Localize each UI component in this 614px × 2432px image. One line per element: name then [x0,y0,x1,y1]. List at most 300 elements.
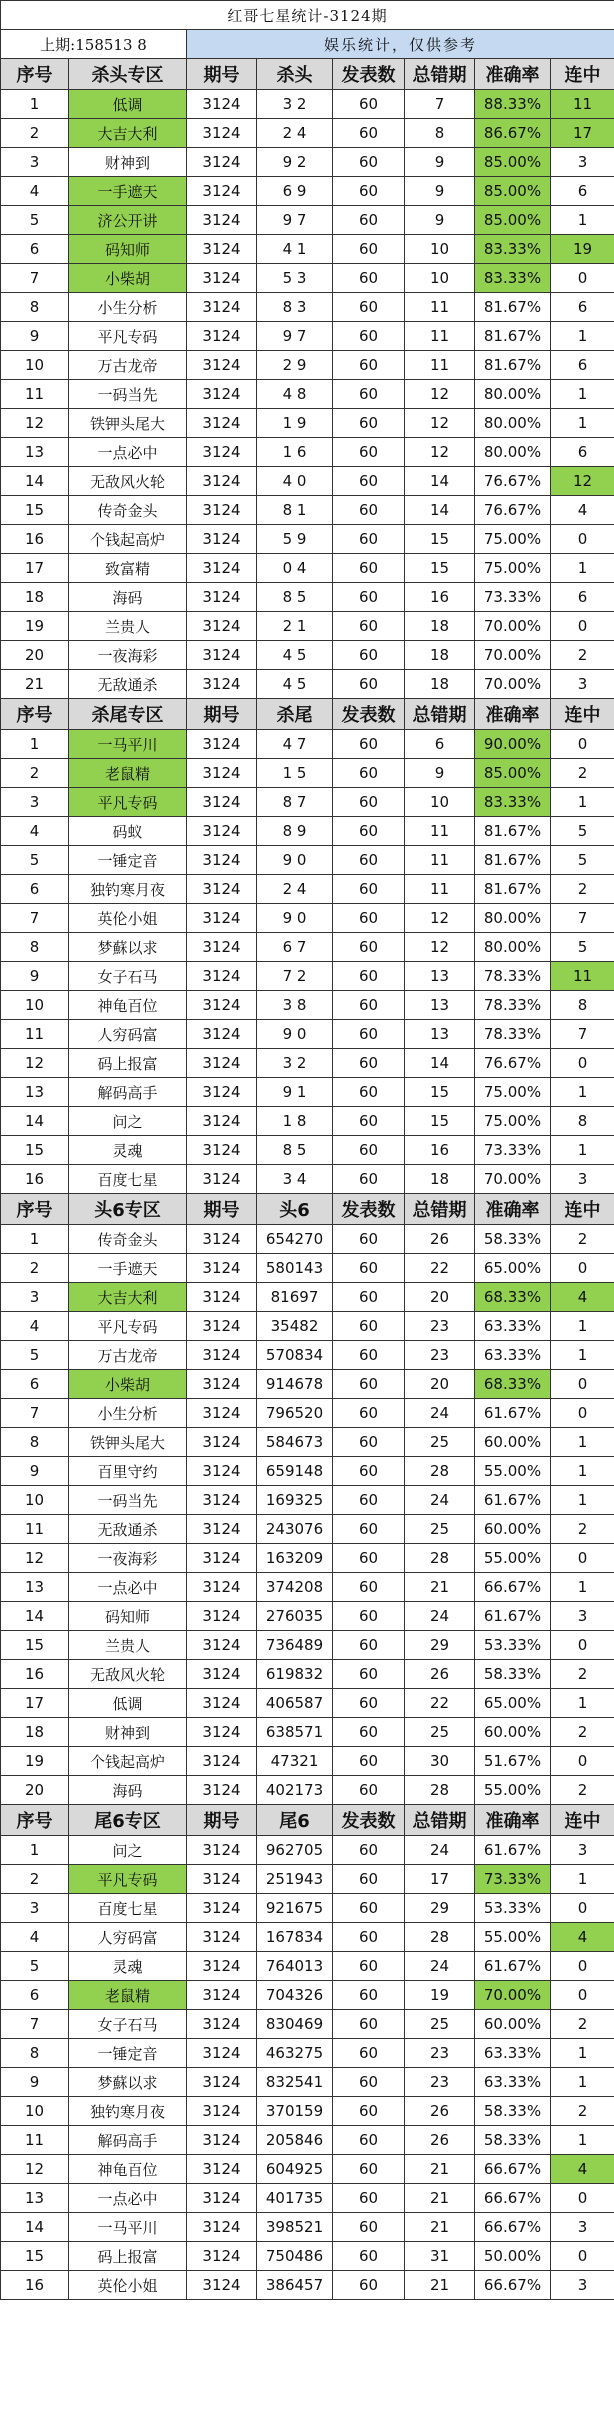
win-streak: 1 [551,322,614,351]
expert-name: 个钱起高炉 [69,1747,187,1776]
expert-name: 灵魂 [69,1952,187,1981]
error-count: 23 [405,1312,475,1341]
period-number: 3124 [187,438,257,467]
pick-value: 1 6 [257,438,333,467]
row-number: 12 [1,2155,69,2184]
table-row [1,496,614,525]
expert-name: 兰贵人 [69,1631,187,1660]
pick-value: 8 5 [257,583,333,612]
column-header-pick-value: 头6 [257,1194,333,1225]
win-streak: 2 [551,2010,614,2039]
pick-value: 1 9 [257,409,333,438]
accuracy-rate: 58.33% [475,1225,551,1254]
post-count: 60 [333,1689,405,1718]
pick-value: 8 7 [257,788,333,817]
error-count: 19 [405,1981,475,2010]
error-count: 10 [405,264,475,293]
post-count: 60 [333,235,405,264]
table-row [1,2039,614,2068]
win-streak: 0 [551,2184,614,2213]
expert-name: 老鼠精 [69,759,187,788]
accuracy-rate: 81.67% [475,351,551,380]
win-streak: 6 [551,351,614,380]
period-number: 3124 [187,1486,257,1515]
table-row [1,1341,614,1370]
period-number: 3124 [187,264,257,293]
row-number: 13 [1,1573,69,1602]
pick-value: 830469 [257,2010,333,2039]
error-count: 23 [405,2039,475,2068]
column-header-row-number: 序号 [1,699,69,730]
win-streak: 0 [551,1952,614,1981]
period-number: 3124 [187,293,257,322]
accuracy-rate: 83.33% [475,235,551,264]
table-row [1,2010,614,2039]
row-number: 5 [1,1952,69,1981]
accuracy-rate: 51.67% [475,1747,551,1776]
win-streak: 7 [551,904,614,933]
accuracy-rate: 63.33% [475,2039,551,2068]
post-count: 60 [333,1544,405,1573]
post-count: 60 [333,1515,405,1544]
expert-name: 平凡专码 [69,322,187,351]
expert-name: 铁钾头尾大 [69,1428,187,1457]
win-streak: 1 [551,788,614,817]
expert-name: 一手遮天 [69,177,187,206]
expert-name: 小柴胡 [69,1370,187,1399]
expert-name: 平凡专码 [69,1865,187,1894]
pick-value: 9 0 [257,904,333,933]
table-row [1,1136,614,1165]
post-count: 60 [333,1370,405,1399]
period-number: 3124 [187,1341,257,1370]
pick-value: 832541 [257,2068,333,2097]
post-count: 60 [333,2126,405,2155]
row-number: 11 [1,1515,69,1544]
column-header-accuracy-rate: 准确率 [475,699,551,730]
row-number: 9 [1,962,69,991]
error-count: 24 [405,1399,475,1428]
row-number: 1 [1,1836,69,1865]
post-count: 60 [333,1457,405,1486]
accuracy-rate: 70.00% [475,670,551,699]
period-number: 3124 [187,1515,257,1544]
section-header-kill-tail [1,699,614,730]
table-row [1,991,614,1020]
pick-value: 5 9 [257,525,333,554]
error-count: 14 [405,1049,475,1078]
row-number: 16 [1,1165,69,1194]
accuracy-rate: 75.00% [475,1107,551,1136]
expert-name: 万古龙帝 [69,351,187,380]
expert-name: 一点必中 [69,438,187,467]
table-row [1,962,614,991]
pick-value: 370159 [257,2097,333,2126]
period-number: 3124 [187,1631,257,1660]
section-header-tail6 [1,1805,614,1836]
expert-name: 问之 [69,1836,187,1865]
post-count: 60 [333,1981,405,2010]
table-row [1,1865,614,1894]
post-count: 60 [333,467,405,496]
period-number: 3124 [187,846,257,875]
accuracy-rate: 78.33% [475,962,551,991]
table-row [1,730,614,759]
disclaimer-banner: 娱乐统计，仅供参考 [187,30,614,59]
win-streak: 4 [551,1283,614,1312]
error-count: 13 [405,991,475,1020]
accuracy-rate: 80.00% [475,904,551,933]
expert-name: 独钓寒月夜 [69,875,187,904]
win-streak: 2 [551,641,614,670]
error-count: 15 [405,525,475,554]
column-header-row-number: 序号 [1,1194,69,1225]
pick-value: 750486 [257,2242,333,2271]
column-header-error-count: 总错期 [405,1805,475,1836]
win-streak: 3 [551,1836,614,1865]
pick-value: 619832 [257,1660,333,1689]
period-number: 3124 [187,1049,257,1078]
post-count: 60 [333,1836,405,1865]
row-number: 5 [1,1341,69,1370]
row-number: 11 [1,380,69,409]
post-count: 60 [333,2184,405,2213]
post-count: 60 [333,1254,405,1283]
accuracy-rate: 80.00% [475,409,551,438]
error-count: 21 [405,1573,475,1602]
error-count: 18 [405,641,475,670]
accuracy-rate: 70.00% [475,641,551,670]
period-number: 3124 [187,1894,257,1923]
table-row [1,1894,614,1923]
period-number: 3124 [187,2010,257,2039]
post-count: 60 [333,177,405,206]
pick-value: 398521 [257,2213,333,2242]
post-count: 60 [333,2068,405,2097]
period-number: 3124 [187,875,257,904]
accuracy-rate: 61.67% [475,1836,551,1865]
error-count: 24 [405,1836,475,1865]
table-row [1,1952,614,1981]
row-number: 12 [1,1049,69,1078]
pick-value: 4 7 [257,730,333,759]
expert-name: 梦蘇以求 [69,2068,187,2097]
error-count: 26 [405,2126,475,2155]
pick-value: 6 7 [257,933,333,962]
expert-name: 铁钾头尾大 [69,409,187,438]
pick-value: 962705 [257,1836,333,1865]
error-count: 30 [405,1747,475,1776]
column-header-post-count: 发表数 [333,1194,405,1225]
accuracy-rate: 85.00% [475,177,551,206]
win-streak: 0 [551,1254,614,1283]
accuracy-rate: 73.33% [475,583,551,612]
table-row [1,2155,614,2184]
expert-name: 老鼠精 [69,1981,187,2010]
expert-name: 人穷码富 [69,1020,187,1049]
period-number: 3124 [187,641,257,670]
post-count: 60 [333,525,405,554]
accuracy-rate: 58.33% [475,2126,551,2155]
expert-name: 大吉大利 [69,1283,187,1312]
win-streak: 1 [551,2126,614,2155]
accuracy-rate: 81.67% [475,875,551,904]
error-count: 11 [405,322,475,351]
win-streak: 1 [551,409,614,438]
error-count: 6 [405,730,475,759]
accuracy-rate: 90.00% [475,730,551,759]
post-count: 60 [333,1283,405,1312]
row-number: 14 [1,2213,69,2242]
table-row [1,641,614,670]
row-number: 6 [1,1981,69,2010]
sheet-title: 红哥七星统计-3124期 [1,1,614,30]
table-row [1,788,614,817]
period-number: 3124 [187,1776,257,1805]
pick-value: 0 4 [257,554,333,583]
win-streak: 1 [551,1689,614,1718]
accuracy-rate: 53.33% [475,1894,551,1923]
post-count: 60 [333,206,405,235]
table-row [1,293,614,322]
table-row [1,1718,614,1747]
row-number: 20 [1,1776,69,1805]
error-count: 9 [405,759,475,788]
pick-value: 401735 [257,2184,333,2213]
table-row [1,2097,614,2126]
pick-value: 9 1 [257,1078,333,1107]
win-streak: 5 [551,846,614,875]
period-number: 3124 [187,1457,257,1486]
win-streak: 2 [551,875,614,904]
pick-value: 604925 [257,2155,333,2184]
column-header-win-streak: 连中 [551,699,614,730]
expert-name: 海码 [69,583,187,612]
expert-name: 财神到 [69,1718,187,1747]
table-row [1,817,614,846]
pick-value: 2 4 [257,119,333,148]
table-row [1,1544,614,1573]
error-count: 10 [405,235,475,264]
win-streak: 2 [551,1718,614,1747]
expert-name: 传奇金头 [69,496,187,525]
row-number: 11 [1,2126,69,2155]
pick-value: 638571 [257,1718,333,1747]
row-number: 15 [1,1631,69,1660]
accuracy-rate: 85.00% [475,148,551,177]
pick-value: 9 2 [257,148,333,177]
post-count: 60 [333,119,405,148]
accuracy-rate: 85.00% [475,759,551,788]
post-count: 60 [333,2010,405,2039]
post-count: 60 [333,409,405,438]
win-streak: 3 [551,1165,614,1194]
table-row [1,2126,614,2155]
column-header-period-number: 期号 [187,1194,257,1225]
accuracy-rate: 85.00% [475,206,551,235]
table-row [1,148,614,177]
period-number: 3124 [187,1020,257,1049]
pick-value: 406587 [257,1689,333,1718]
row-number: 15 [1,2242,69,2271]
table-row [1,119,614,148]
win-streak: 1 [551,1457,614,1486]
pick-value: 47321 [257,1747,333,1776]
win-streak: 1 [551,2068,614,2097]
error-count: 28 [405,1776,475,1805]
accuracy-rate: 80.00% [475,380,551,409]
table-row [1,2184,614,2213]
table-row [1,2271,614,2300]
table-row [1,933,614,962]
post-count: 60 [333,962,405,991]
win-streak: 0 [551,1981,614,2010]
win-streak: 0 [551,1894,614,1923]
accuracy-rate: 70.00% [475,1981,551,2010]
win-streak: 1 [551,1428,614,1457]
table-row [1,351,614,380]
accuracy-rate: 58.33% [475,2097,551,2126]
table-row [1,1312,614,1341]
expert-name: 百度七星 [69,1165,187,1194]
error-count: 18 [405,670,475,699]
pick-value: 374208 [257,1573,333,1602]
error-count: 18 [405,1165,475,1194]
accuracy-rate: 81.67% [475,846,551,875]
period-number: 3124 [187,1865,257,1894]
column-header-win-streak: 连中 [551,1805,614,1836]
accuracy-rate: 80.00% [475,933,551,962]
expert-name: 解码高手 [69,2126,187,2155]
expert-name: 一手遮天 [69,1254,187,1283]
error-count: 9 [405,148,475,177]
pick-value: 580143 [257,1254,333,1283]
column-header-expert-name: 尾6专区 [69,1805,187,1836]
error-count: 16 [405,583,475,612]
period-number: 3124 [187,1602,257,1631]
pick-value: 7 2 [257,962,333,991]
table-row [1,759,614,788]
error-count: 11 [405,293,475,322]
accuracy-rate: 75.00% [475,1078,551,1107]
column-header-post-count: 发表数 [333,59,405,90]
row-number: 13 [1,1078,69,1107]
pick-value: 4 8 [257,380,333,409]
row-number: 11 [1,1020,69,1049]
win-streak: 1 [551,554,614,583]
accuracy-rate: 76.67% [475,467,551,496]
error-count: 26 [405,1225,475,1254]
period-number: 3124 [187,525,257,554]
post-count: 60 [333,641,405,670]
period-number: 3124 [187,2213,257,2242]
row-number: 15 [1,1136,69,1165]
win-streak: 0 [551,1399,614,1428]
period-number: 3124 [187,991,257,1020]
expert-name: 兰贵人 [69,612,187,641]
accuracy-rate: 65.00% [475,1254,551,1283]
pick-value: 6 9 [257,177,333,206]
accuracy-rate: 73.33% [475,1136,551,1165]
expert-name: 小生分析 [69,293,187,322]
win-streak: 1 [551,1312,614,1341]
pick-value: 1 8 [257,1107,333,1136]
column-header-error-count: 总错期 [405,1194,475,1225]
pick-value: 764013 [257,1952,333,1981]
row-number: 7 [1,904,69,933]
row-number: 16 [1,525,69,554]
error-count: 21 [405,2184,475,2213]
accuracy-rate: 66.67% [475,2271,551,2300]
post-count: 60 [333,759,405,788]
row-number: 1 [1,90,69,119]
table-row [1,1165,614,1194]
post-count: 60 [333,1136,405,1165]
table-row [1,264,614,293]
expert-name: 一点必中 [69,1573,187,1602]
error-count: 18 [405,612,475,641]
period-number: 3124 [187,1544,257,1573]
win-streak: 3 [551,2271,614,2300]
expert-name: 神龟百位 [69,2155,187,2184]
period-number: 3124 [187,759,257,788]
column-header-row-number: 序号 [1,59,69,90]
table-row [1,2068,614,2097]
table-row [1,846,614,875]
period-number: 3124 [187,1283,257,1312]
row-number: 17 [1,554,69,583]
win-streak: 4 [551,496,614,525]
error-count: 17 [405,1865,475,1894]
post-count: 60 [333,933,405,962]
post-count: 60 [333,2271,405,2300]
expert-name: 梦蘇以求 [69,933,187,962]
accuracy-rate: 70.00% [475,1165,551,1194]
error-count: 24 [405,1486,475,1515]
post-count: 60 [333,583,405,612]
row-number: 14 [1,1602,69,1631]
accuracy-rate: 55.00% [475,1776,551,1805]
period-number: 3124 [187,1107,257,1136]
table-row [1,1020,614,1049]
expert-name: 小柴胡 [69,264,187,293]
period-number: 3124 [187,1078,257,1107]
accuracy-rate: 66.67% [475,2213,551,2242]
period-number: 3124 [187,90,257,119]
accuracy-rate: 55.00% [475,1923,551,1952]
period-number: 3124 [187,206,257,235]
error-count: 23 [405,2068,475,2097]
error-count: 7 [405,90,475,119]
win-streak: 2 [551,2097,614,2126]
accuracy-rate: 60.00% [475,1428,551,1457]
pick-value: 3 8 [257,991,333,1020]
period-number: 3124 [187,1312,257,1341]
expert-name: 无敌风火轮 [69,1660,187,1689]
column-header-expert-name: 头6专区 [69,1194,187,1225]
column-header-error-count: 总错期 [405,699,475,730]
column-header-pick-value: 尾6 [257,1805,333,1836]
pick-value: 167834 [257,1923,333,1952]
period-number: 3124 [187,817,257,846]
expert-name: 大吉大利 [69,119,187,148]
table-row [1,1486,614,1515]
row-number: 17 [1,1689,69,1718]
table-row [1,1283,614,1312]
pick-value: 5 3 [257,264,333,293]
post-count: 60 [333,1718,405,1747]
period-number: 3124 [187,1399,257,1428]
